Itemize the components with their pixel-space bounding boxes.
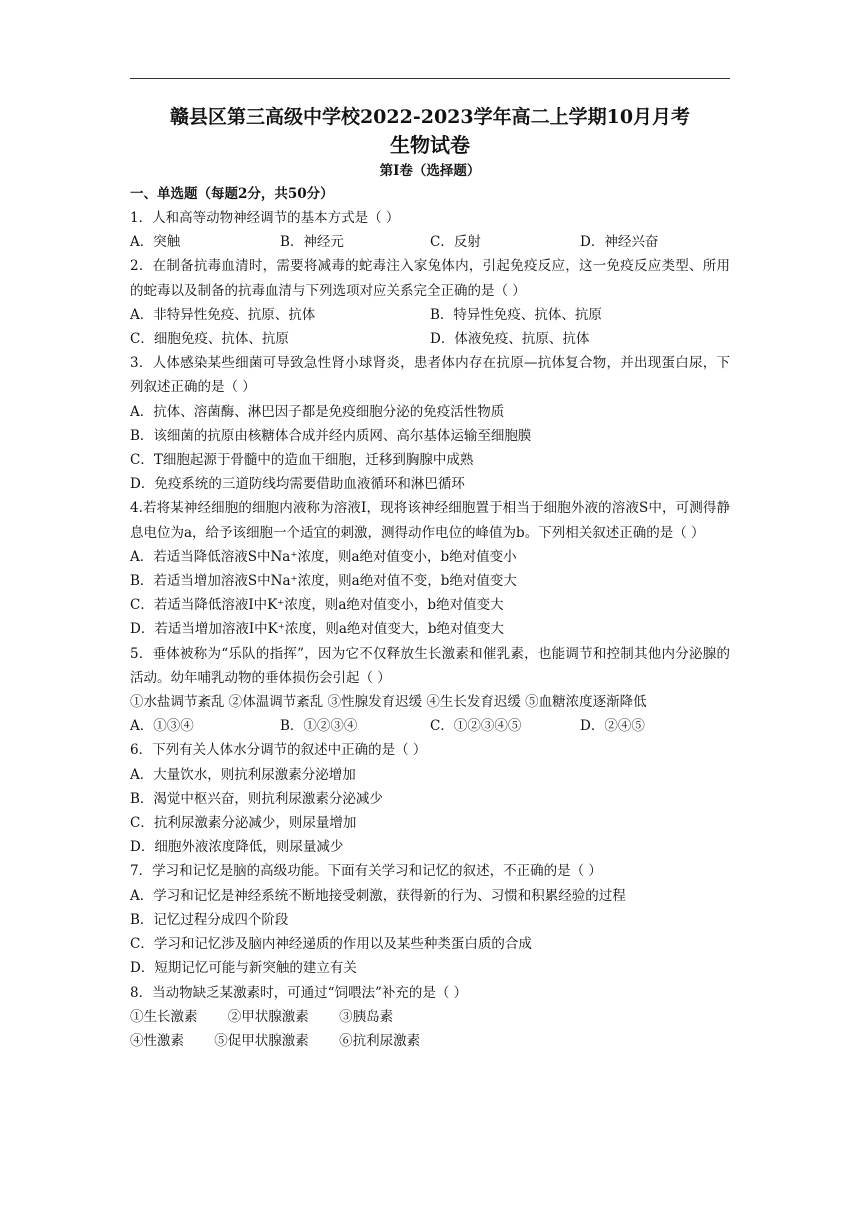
option-c: C．若适当降低溶液I中K⁺浓度，则a绝对值变小，b绝对值变大 — [130, 597, 504, 614]
list-item: ⑥抗利尿激素 — [339, 1032, 421, 1049]
option-d: D．细胞外液浓度降低，则尿量减少 — [130, 839, 344, 856]
question-stem: 2．在制备抗毒血清时，需要将减毒的蛇毒注入家兔体内，引起免疫反应，这一免疫反应类型、所用的蛇毒以及制备的抗毒血清与下列选项对应关系完全正确的是（ ） — [130, 258, 730, 299]
option-b: B．记忆过程分成四个阶段 — [130, 911, 289, 928]
option-c: C．细胞免疫、抗体、抗原 — [130, 331, 289, 348]
option-d: D．神经兴奋 — [580, 234, 659, 251]
header-rule — [130, 78, 730, 79]
item-row — [130, 1029, 730, 1053]
question-6 — [130, 738, 730, 859]
option-c: C．①②③④⑤ — [430, 718, 522, 735]
list-item: ④性激素 — [130, 1032, 184, 1049]
question-stem: 6．下列有关人体水分调节的叙述中正确的是（ ） — [130, 742, 427, 759]
item-list: ①水盐调节紊乱 ②体温调节紊乱 ③性腺发育迟缓 ④生长发育迟缓 ⑤血糖浓度逐渐降低 — [130, 694, 647, 711]
option-d: D．若适当增加溶液I中K⁺浓度，则a绝对值变大，b绝对值变大 — [130, 621, 505, 638]
question-stem: 5．垂体被称为“乐队的指挥”，因为它不仅释放生长激素和催乳素，也能调节和控制其他内分泌腺的活动。幼年哺乳动物的垂体损伤会引起（ ） — [130, 645, 730, 686]
options-row — [130, 714, 730, 738]
option-b: B．渴觉中枢兴奋，则抗利尿激素分泌减少 — [130, 790, 383, 807]
list-item: ①生长激素 — [130, 1008, 198, 1025]
option-d: D．短期记忆可能与新突触的建立有关 — [130, 960, 357, 977]
question-7 — [130, 859, 730, 980]
option-a: A．若适当降低溶液S中Na⁺浓度，则a绝对值变小，b绝对值变小 — [130, 548, 517, 565]
section-heading: 一、单选题（每题2分，共50分） — [130, 186, 334, 202]
exam-title: 赣县区第三高级中学校2022-2023学年高二上学期10月月考 — [169, 106, 691, 128]
option-a: A．非特异性免疫、抗原、抗体 — [130, 306, 316, 323]
question-8 — [130, 981, 730, 1054]
option-b: B．特异性免疫、抗体、抗原 — [430, 306, 602, 323]
option-a: A．抗体、溶菌酶、淋巴因子都是免疫细胞分泌的免疫活性物质 — [130, 403, 505, 420]
option-a: A．学习和记忆是神经系统不断地接受刺激，获得新的行为、习惯和积累经验的过程 — [130, 887, 626, 904]
list-item: ⑤促甲状腺激素 — [214, 1032, 309, 1049]
question-stem: 3．人体感染某些细菌可导致急性肾小球肾炎，患者体内存在抗原—抗体复合物，并出现蛋白尿，下列叙述正确的是（ ） — [130, 355, 730, 396]
question-4 — [130, 496, 730, 641]
question-3 — [130, 351, 730, 496]
exam-page — [130, 104, 730, 1053]
question-stem: 8．当动物缺乏某激素时，可通过“饲喂法”补充的是（ ） — [130, 984, 468, 1001]
item-row — [130, 1005, 730, 1029]
option-d: D．②④⑤ — [580, 718, 645, 735]
list-item: ③胰岛素 — [339, 1008, 394, 1025]
option-b: B．神经元 — [280, 234, 344, 251]
option-b: B．①②③④ — [280, 718, 358, 735]
options-row — [130, 230, 730, 254]
option-c: C．学习和记忆涉及脑内神经递质的作用以及某些种类蛋白质的合成 — [130, 936, 532, 953]
volume-heading: 第I卷（选择题） — [379, 163, 481, 179]
question-2 — [130, 254, 730, 351]
option-d: D．免疫系统的三道防线均需要借助血液循环和淋巴循环 — [130, 476, 465, 493]
option-c: C．反射 — [430, 234, 481, 251]
options-row — [130, 327, 730, 351]
question-stem: 7．学习和记忆是脑的高级功能。下面有关学习和记忆的叙述，不正确的是（ ） — [130, 863, 602, 880]
list-item: ②甲状腺激素 — [227, 1008, 309, 1025]
option-a: A．突触 — [130, 234, 181, 251]
question-1 — [130, 206, 730, 254]
option-a: A．①③④ — [130, 718, 194, 735]
exam-subtitle: 生物试卷 — [390, 133, 470, 157]
option-b: B．若适当增加溶液S中Na⁺浓度，则a绝对值不变，b绝对值变大 — [130, 573, 517, 590]
option-c: C．T细胞起源于骨髓中的造血干细胞，迁移到胸腺中成熟 — [130, 452, 474, 469]
option-d: D．体液免疫、抗原、抗体 — [430, 331, 590, 348]
question-5 — [130, 642, 730, 739]
question-stem: 4.若将某神经细胞的细胞内液称为溶液I，现将该神经细胞置于相当于细胞外液的溶液S中，可测得静息电位为a，给予该细胞一个适宜的刺激，测得动作电位的峰值为b。下列相关叙述正确的是（ ） — [130, 500, 730, 541]
question-stem: 1．人和高等动物神经调节的基本方式是（ ） — [130, 210, 400, 226]
options-row — [130, 303, 730, 327]
option-a: A．大量饮水，则抗利尿激素分泌增加 — [130, 766, 356, 783]
option-c: C．抗利尿激素分泌减少，则尿量增加 — [130, 815, 357, 832]
option-b: B．该细菌的抗原由核糖体合成并经内质网、高尔基体运输至细胞膜 — [130, 427, 532, 444]
